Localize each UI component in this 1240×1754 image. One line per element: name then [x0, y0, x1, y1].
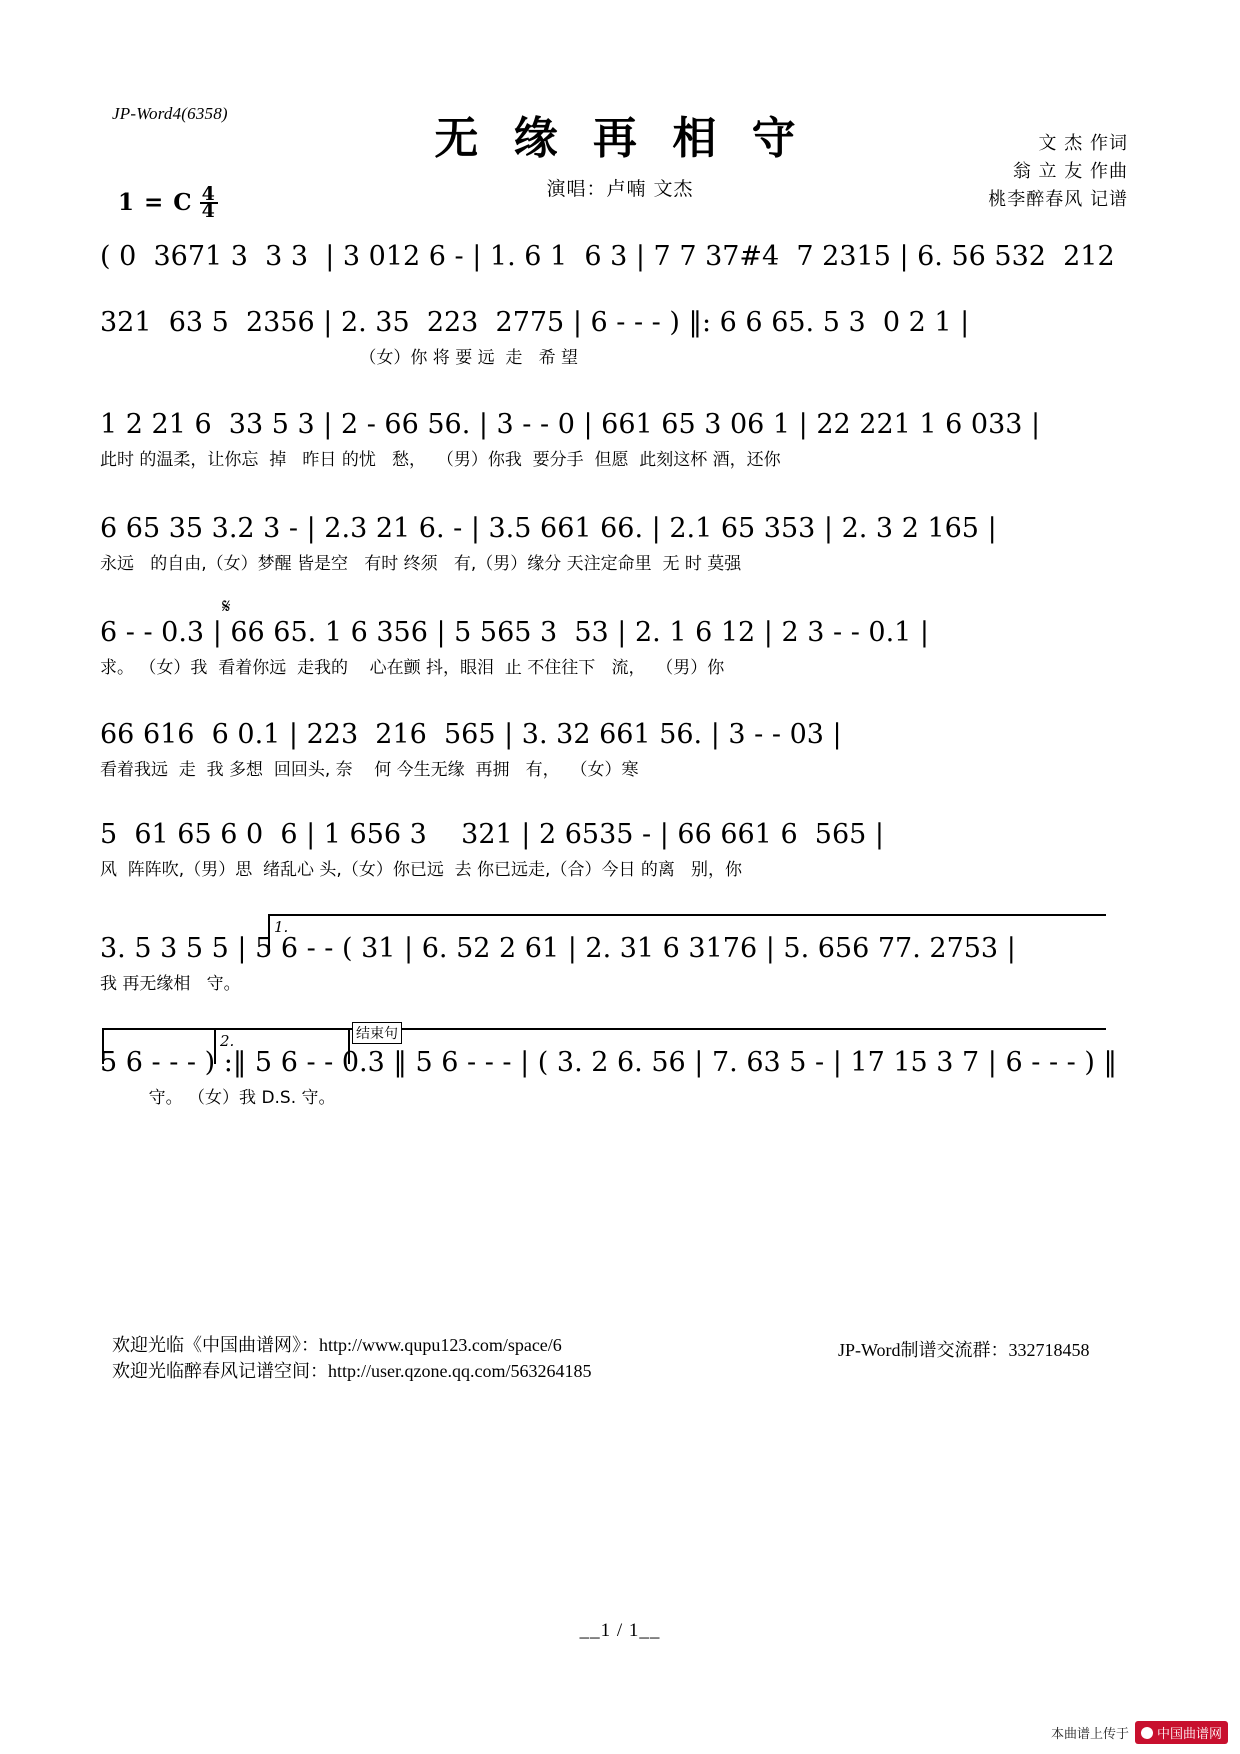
footer-links — [112, 1332, 591, 1384]
lyrics-line: 守。 （女）我 D.S. 守。 — [100, 1088, 336, 1108]
segno-icon: 𝄋 — [222, 594, 231, 618]
music-system-1 — [100, 240, 1140, 280]
notation-line: 3. 5 3 5 5 | 5 6 - - ( 31 | 6. 52 2 61 | 2. 31 6 3176 | 5. 656 77. 2753 | — [100, 933, 1016, 964]
notation-line: 5 6 - - - ) :‖ 5 6 - - 0.3 ‖ 5 6 - - - | ( 3. 2 6. 56 | 7. 63 5 - | 17 15 3 7 | 6 - - - ) ‖ — [100, 1047, 1117, 1078]
lyrics-line: 风 阵阵吹,（男）思 绪乱心 头,（女）你已远 去 你已远走,（合）今日 的离 别，你 — [100, 860, 743, 880]
music-system-9 — [100, 1046, 1140, 1110]
watermark — [1051, 1721, 1228, 1744]
watermark-badge — [1135, 1721, 1228, 1744]
performer-label: 演唱：卢喃 文杰 — [546, 178, 694, 200]
notation-line: 6 - - 0.3 | 66 65. 1 6 356 | 5 565 3 53 | 2. 1 6 12 | 2 3 - - 0.1 | — [100, 617, 930, 648]
lyrics-line: 此时 的温柔，让你忘 掉 昨日 的忧 愁， （男）你我 要分手 但愿 此刻这杯 酒，还你 — [100, 450, 781, 470]
music-system-5 — [100, 616, 1140, 680]
music-system-8 — [100, 932, 1140, 996]
notation-line: 5 61 65 6 0 6 | 1 656 3 321 | 2 6535 - | 66 661 6 565 | — [100, 819, 885, 850]
watermark-text: 本曲谱上传于 — [1050, 1727, 1129, 1742]
notation-line: ( 0 3671 3 3 3 | 3 012 6 - | 1. 6 1 6 3 | 7 7 37#4 7 2315 | 6. 56 532 212 — [100, 241, 1115, 272]
music-system-2 — [100, 306, 1140, 370]
lyrics-line: 求。 （女）我 看着你远 走我的 心在颤 抖，眼泪 止 不住往下 流， （男）你 — [100, 658, 725, 678]
notation-line: 66 616 6 0.1 | 223 216 565 | 3. 32 661 56. | 3 - - 03 | — [100, 719, 842, 750]
time-signature-numerator: 4 — [201, 183, 216, 205]
notation-line: 1 2 21 6 33 5 3 | 2 - 66 56. | 3 - - 0 | 661 65 3 06 1 | 22 221 1 6 033 | — [100, 409, 1041, 440]
time-signature — [200, 183, 218, 222]
footer-qq-group: JP-Word制谱交流群：332718458 — [838, 1340, 1090, 1360]
lyrics-line: 永远 的自由,（女）梦醒 皆是空 有时 终须 有,（男）缘分 天注定命里 无 时 莫强 — [100, 554, 742, 574]
document-code-label: JP-Word4(6358) — [112, 104, 228, 123]
page-title: 无 缘 再 相 守 — [434, 113, 806, 164]
credits-block — [988, 130, 1128, 214]
first-ending-label: 1. — [274, 918, 289, 936]
time-signature-denominator: 4 — [201, 200, 216, 222]
music-system-4 — [100, 512, 1140, 576]
page-number: __1 / 1__ — [579, 1620, 661, 1641]
coda-label: 结束句 — [352, 1022, 402, 1044]
key-and-time-signature — [118, 183, 218, 222]
credit-transcriber: 桃李醉春风 记谱 — [988, 189, 1128, 210]
credit-composer: 翁 立 友 作曲 — [1012, 161, 1128, 182]
notation-line: 6 65 35 3.2 3 - | 2.3 21 6. - | 3.5 661 66. | 2.1 65 353 | 2. 3 2 165 | — [100, 513, 997, 544]
notation-line: 321 63 5 2356 | 2. 35 223 2775 | 6 - - - ) ‖: 6 6 65. 5 3 0 2 1 | — [100, 307, 970, 338]
logo-icon — [1141, 1727, 1153, 1739]
lyrics-line: 我 再无缘相 守。 — [100, 974, 241, 994]
music-system-6 — [100, 718, 1140, 782]
music-system-7 — [100, 818, 1140, 882]
credit-lyricist: 文 杰 作词 — [1038, 133, 1128, 154]
footer-link-qzone[interactable]: 欢迎光临醉春风记谱空间：http://user.qzone.qq.com/563264185 — [112, 1361, 592, 1381]
lyrics-line: （女）你 将 要 远 走 希 望 — [100, 348, 579, 368]
music-system-3 — [100, 408, 1140, 472]
lyrics-line: 看着我远 走 我 多想 回回头, 奈 何 今生无缘 再拥 有， （女）寒 — [100, 760, 639, 780]
second-ending-label: 2. — [220, 1032, 235, 1050]
footer-link-qupu[interactable]: 欢迎光临《中国曲谱网》：http://www.qupu123.com/space/6 — [112, 1335, 562, 1355]
key-signature: 1 = C — [118, 188, 193, 216]
watermark-badge-text: 中国曲谱网 — [1156, 1727, 1222, 1742]
